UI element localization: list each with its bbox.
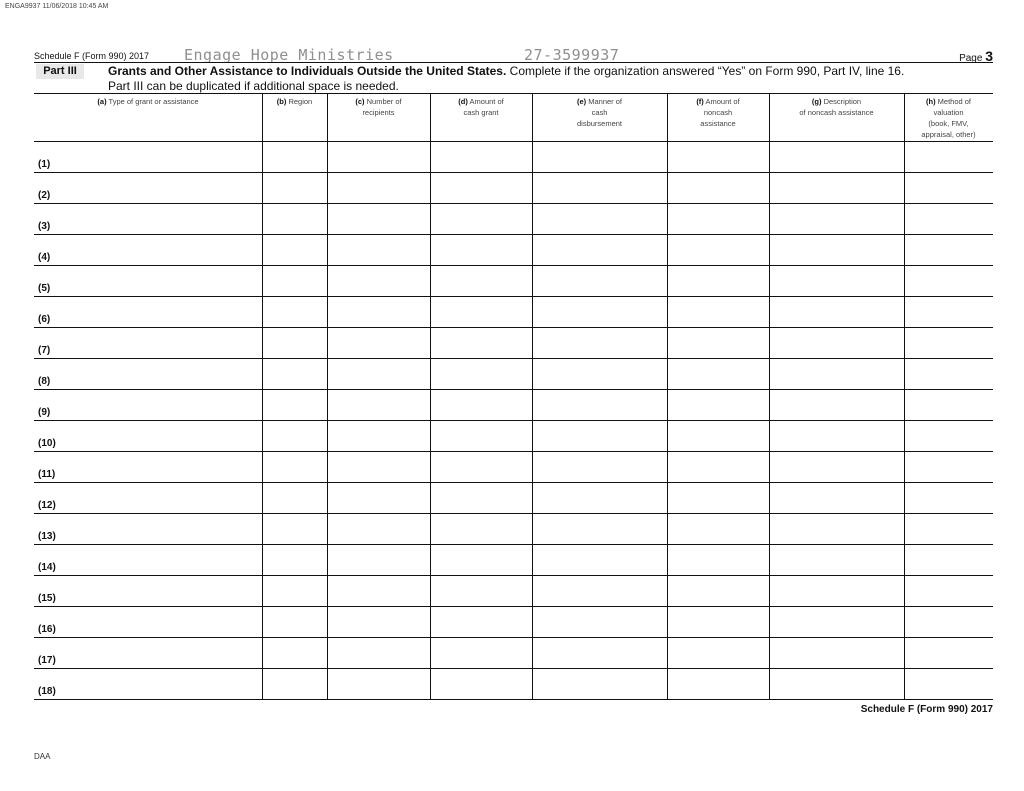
part-title	[108, 64, 1013, 79]
column-text-line: cash grant	[463, 108, 499, 117]
column-letter: (h)	[925, 97, 936, 106]
daa-label: DAA	[34, 752, 51, 761]
column-text-line: valuation	[933, 108, 964, 117]
column-header	[262, 96, 327, 107]
part-title-bold: Grants and Other Assistance to Individuals Outside the United States.	[108, 64, 507, 78]
table-row	[34, 637, 993, 638]
column-header	[532, 96, 667, 129]
column-text: Amount of	[705, 97, 740, 106]
column-divider	[262, 94, 263, 700]
row-number: (11)	[38, 469, 56, 480]
row-number: (9)	[38, 407, 51, 418]
organization-name: Engage Hope Ministries	[184, 46, 394, 64]
part-label: Part III	[36, 64, 84, 79]
column-text-line: recipients	[362, 108, 395, 117]
schedule-header: Schedule F (Form 990) 2017	[34, 51, 150, 61]
column-letter: (a)	[97, 97, 107, 106]
column-text-line: disbursement	[576, 119, 623, 128]
row-number: (12)	[38, 500, 56, 511]
column-text-line: cash	[591, 108, 608, 117]
row-number: (3)	[38, 221, 51, 232]
row-number: (5)	[38, 283, 51, 294]
column-divider	[532, 94, 533, 700]
row-number: (4)	[38, 252, 51, 263]
column-text: Region	[288, 97, 313, 106]
column-text: Number of	[366, 97, 402, 106]
page-number: 3	[985, 48, 993, 64]
table-row	[34, 265, 993, 266]
column-letter: (e)	[576, 97, 587, 106]
column-header	[769, 96, 904, 118]
part-title-rest: Complete if the organization answered “Yes” on Form 990, Part IV, line 16.	[506, 64, 905, 78]
table-row	[34, 420, 993, 421]
table-row	[34, 296, 993, 297]
table-top-rule	[34, 93, 993, 94]
table-row	[34, 606, 993, 607]
row-number: (2)	[38, 190, 51, 201]
column-text: Manner of	[588, 97, 623, 106]
column-text-line: (book, FMV,	[928, 119, 969, 128]
column-letter: (d)	[458, 97, 468, 106]
header-rule	[34, 62, 993, 63]
print-timestamp: ENGA9937 11/06/2018 10:45 AM	[5, 3, 109, 10]
row-number: (16)	[38, 624, 56, 635]
column-divider	[327, 94, 328, 700]
row-number: (14)	[38, 562, 56, 573]
column-text-line: assistance	[700, 119, 736, 128]
column-letter: (b)	[276, 97, 287, 106]
row-number: (8)	[38, 376, 51, 387]
page-prefix: Page	[959, 53, 983, 64]
column-divider	[430, 94, 431, 700]
row-number: (18)	[38, 686, 56, 697]
column-header	[667, 96, 769, 129]
table-row	[34, 699, 993, 700]
column-header	[430, 96, 532, 118]
column-letter: (f)	[696, 97, 704, 106]
column-header	[34, 96, 262, 107]
table-row	[34, 513, 993, 514]
ein-number: 27-3599937	[524, 46, 620, 64]
footer-schedule: Schedule F (Form 990) 2017	[860, 704, 993, 715]
column-text: Amount of	[469, 97, 504, 106]
table-row	[34, 389, 993, 390]
table-row	[34, 234, 993, 235]
row-number: (6)	[38, 314, 51, 325]
column-letter: (c)	[355, 97, 365, 106]
table-row	[34, 358, 993, 359]
column-letter: (g)	[811, 97, 822, 106]
column-text-line: of noncash assistance	[799, 108, 874, 117]
row-number: (7)	[38, 345, 51, 356]
header-bottom-rule	[34, 141, 993, 142]
column-text-line: noncash	[703, 108, 733, 117]
row-number: (13)	[38, 531, 56, 542]
table-row	[34, 668, 993, 669]
row-number: (17)	[38, 655, 56, 666]
row-number: (1)	[38, 159, 51, 170]
column-text-line: appraisal, other)	[921, 130, 976, 139]
column-header	[904, 96, 993, 140]
table-row	[34, 451, 993, 452]
column-divider	[769, 94, 770, 700]
row-number: (10)	[38, 438, 56, 449]
column-text: Type of grant or assistance	[108, 97, 199, 106]
column-text: Description	[823, 97, 862, 106]
column-divider	[904, 94, 905, 700]
table-row	[34, 327, 993, 328]
row-number: (15)	[38, 593, 56, 604]
table-row	[34, 203, 993, 204]
table-row	[34, 482, 993, 483]
part-note: Part III can be duplicated if additional space is needed.	[108, 79, 399, 93]
column-header	[327, 96, 430, 118]
table-row	[34, 575, 993, 576]
table-row	[34, 172, 993, 173]
column-divider	[667, 94, 668, 700]
column-text: Method of	[937, 97, 972, 106]
table-row	[34, 544, 993, 545]
